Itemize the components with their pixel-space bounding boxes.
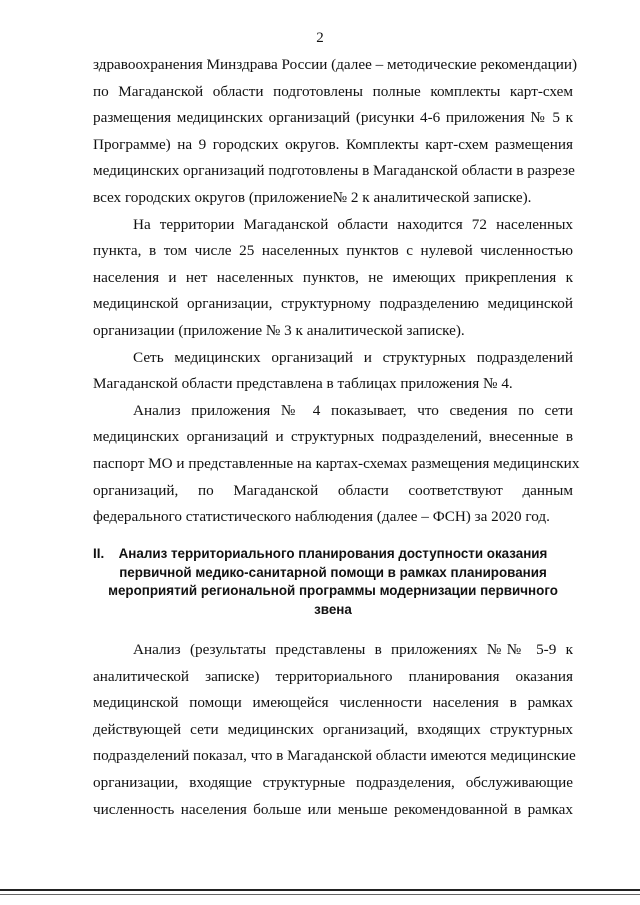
text-line: пункта, в том числе 25 населенных пунктов с нулевой численностью xyxy=(93,242,573,260)
text-line: организаций, по Магаданской области соответствуют данным xyxy=(93,481,573,499)
text-line: медицинских организаций подготовлены в Магаданской области в разрезе xyxy=(93,162,575,180)
text-line: численность населения больше или меньше рекомендованной в рамках xyxy=(93,800,573,818)
text-line: подразделений показал, что в Магаданской области имеются медицинские xyxy=(93,747,576,765)
text-line: Программе) на 9 городских округов. Комплекты карт-схем размещения xyxy=(93,135,573,153)
heading-line: звена xyxy=(314,601,352,617)
heading-line: первичной медико-санитарной помощи в рамках планирования xyxy=(119,564,547,580)
paragraph-5 xyxy=(93,637,576,823)
footer-rule xyxy=(0,889,640,891)
text-line: медицинских организаций и структурных подразделений, внесенные в xyxy=(93,428,573,446)
section-numeral: II. xyxy=(93,546,105,561)
text-line: паспорт МО и представленные на картах-схемах размещения медицинских xyxy=(93,454,580,472)
text-line: аналитической записке) территориального планирования оказания xyxy=(93,667,573,685)
text-line: медицинской помощи имеющейся численности населения в рамках xyxy=(93,694,573,712)
paragraph-3 xyxy=(93,345,573,398)
text-line: медицинской организации, структурному подразделению медицинской xyxy=(93,295,573,313)
paragraph-2 xyxy=(93,212,573,345)
text-line: по Магаданской области подготовлены полные комплекты карт-схем xyxy=(93,82,573,100)
page-number: 2 xyxy=(316,30,324,46)
text-line: населения и нет населенных пунктов, не имеющих прикрепления к xyxy=(93,268,573,286)
text-line: Анализ (результаты представлены в приложениях №№ 5-9 к xyxy=(133,641,573,658)
text-line: действующей сети медицинских организаций, входящих структурных xyxy=(93,720,573,738)
text-line: Анализ приложения № 4 показывает, что сведения по сети xyxy=(133,401,573,419)
text-line: Сеть медицинских организаций и структурных подразделений xyxy=(133,348,573,366)
heading-line: мероприятий региональной программы модернизации первичного xyxy=(108,583,558,598)
text-line: размещения медицинских организаций (рисунки 4-6 приложения № 5 к xyxy=(93,109,573,127)
heading-line: Анализ территориального планирования доступности оказания xyxy=(118,546,548,561)
section-heading xyxy=(93,545,573,619)
body-text-top xyxy=(93,52,580,531)
text-line: На территории Магаданской области находится 72 населенных xyxy=(133,215,573,233)
text-line: здравоохранения Минздрава России (далее – методические рекомендации) xyxy=(93,56,578,73)
body-text-bottom xyxy=(93,637,576,823)
text-line: Магаданской области представлена в таблицах приложения № 4. xyxy=(93,375,513,393)
footer-rule-thin xyxy=(0,894,640,895)
paragraph-4 xyxy=(93,398,580,531)
text-line: всех городских округов (приложение№ 2 к аналитической записке). xyxy=(93,188,532,206)
text-line: федерального статистического наблюдения (далее – ФСН) за 2020 год. xyxy=(93,508,550,526)
text-line: организации (приложение № 3 к аналитической записке). xyxy=(93,321,465,339)
text-line: организации, входящие структурные подразделения, обслуживающие xyxy=(93,773,573,791)
paragraph-1 xyxy=(93,52,578,212)
